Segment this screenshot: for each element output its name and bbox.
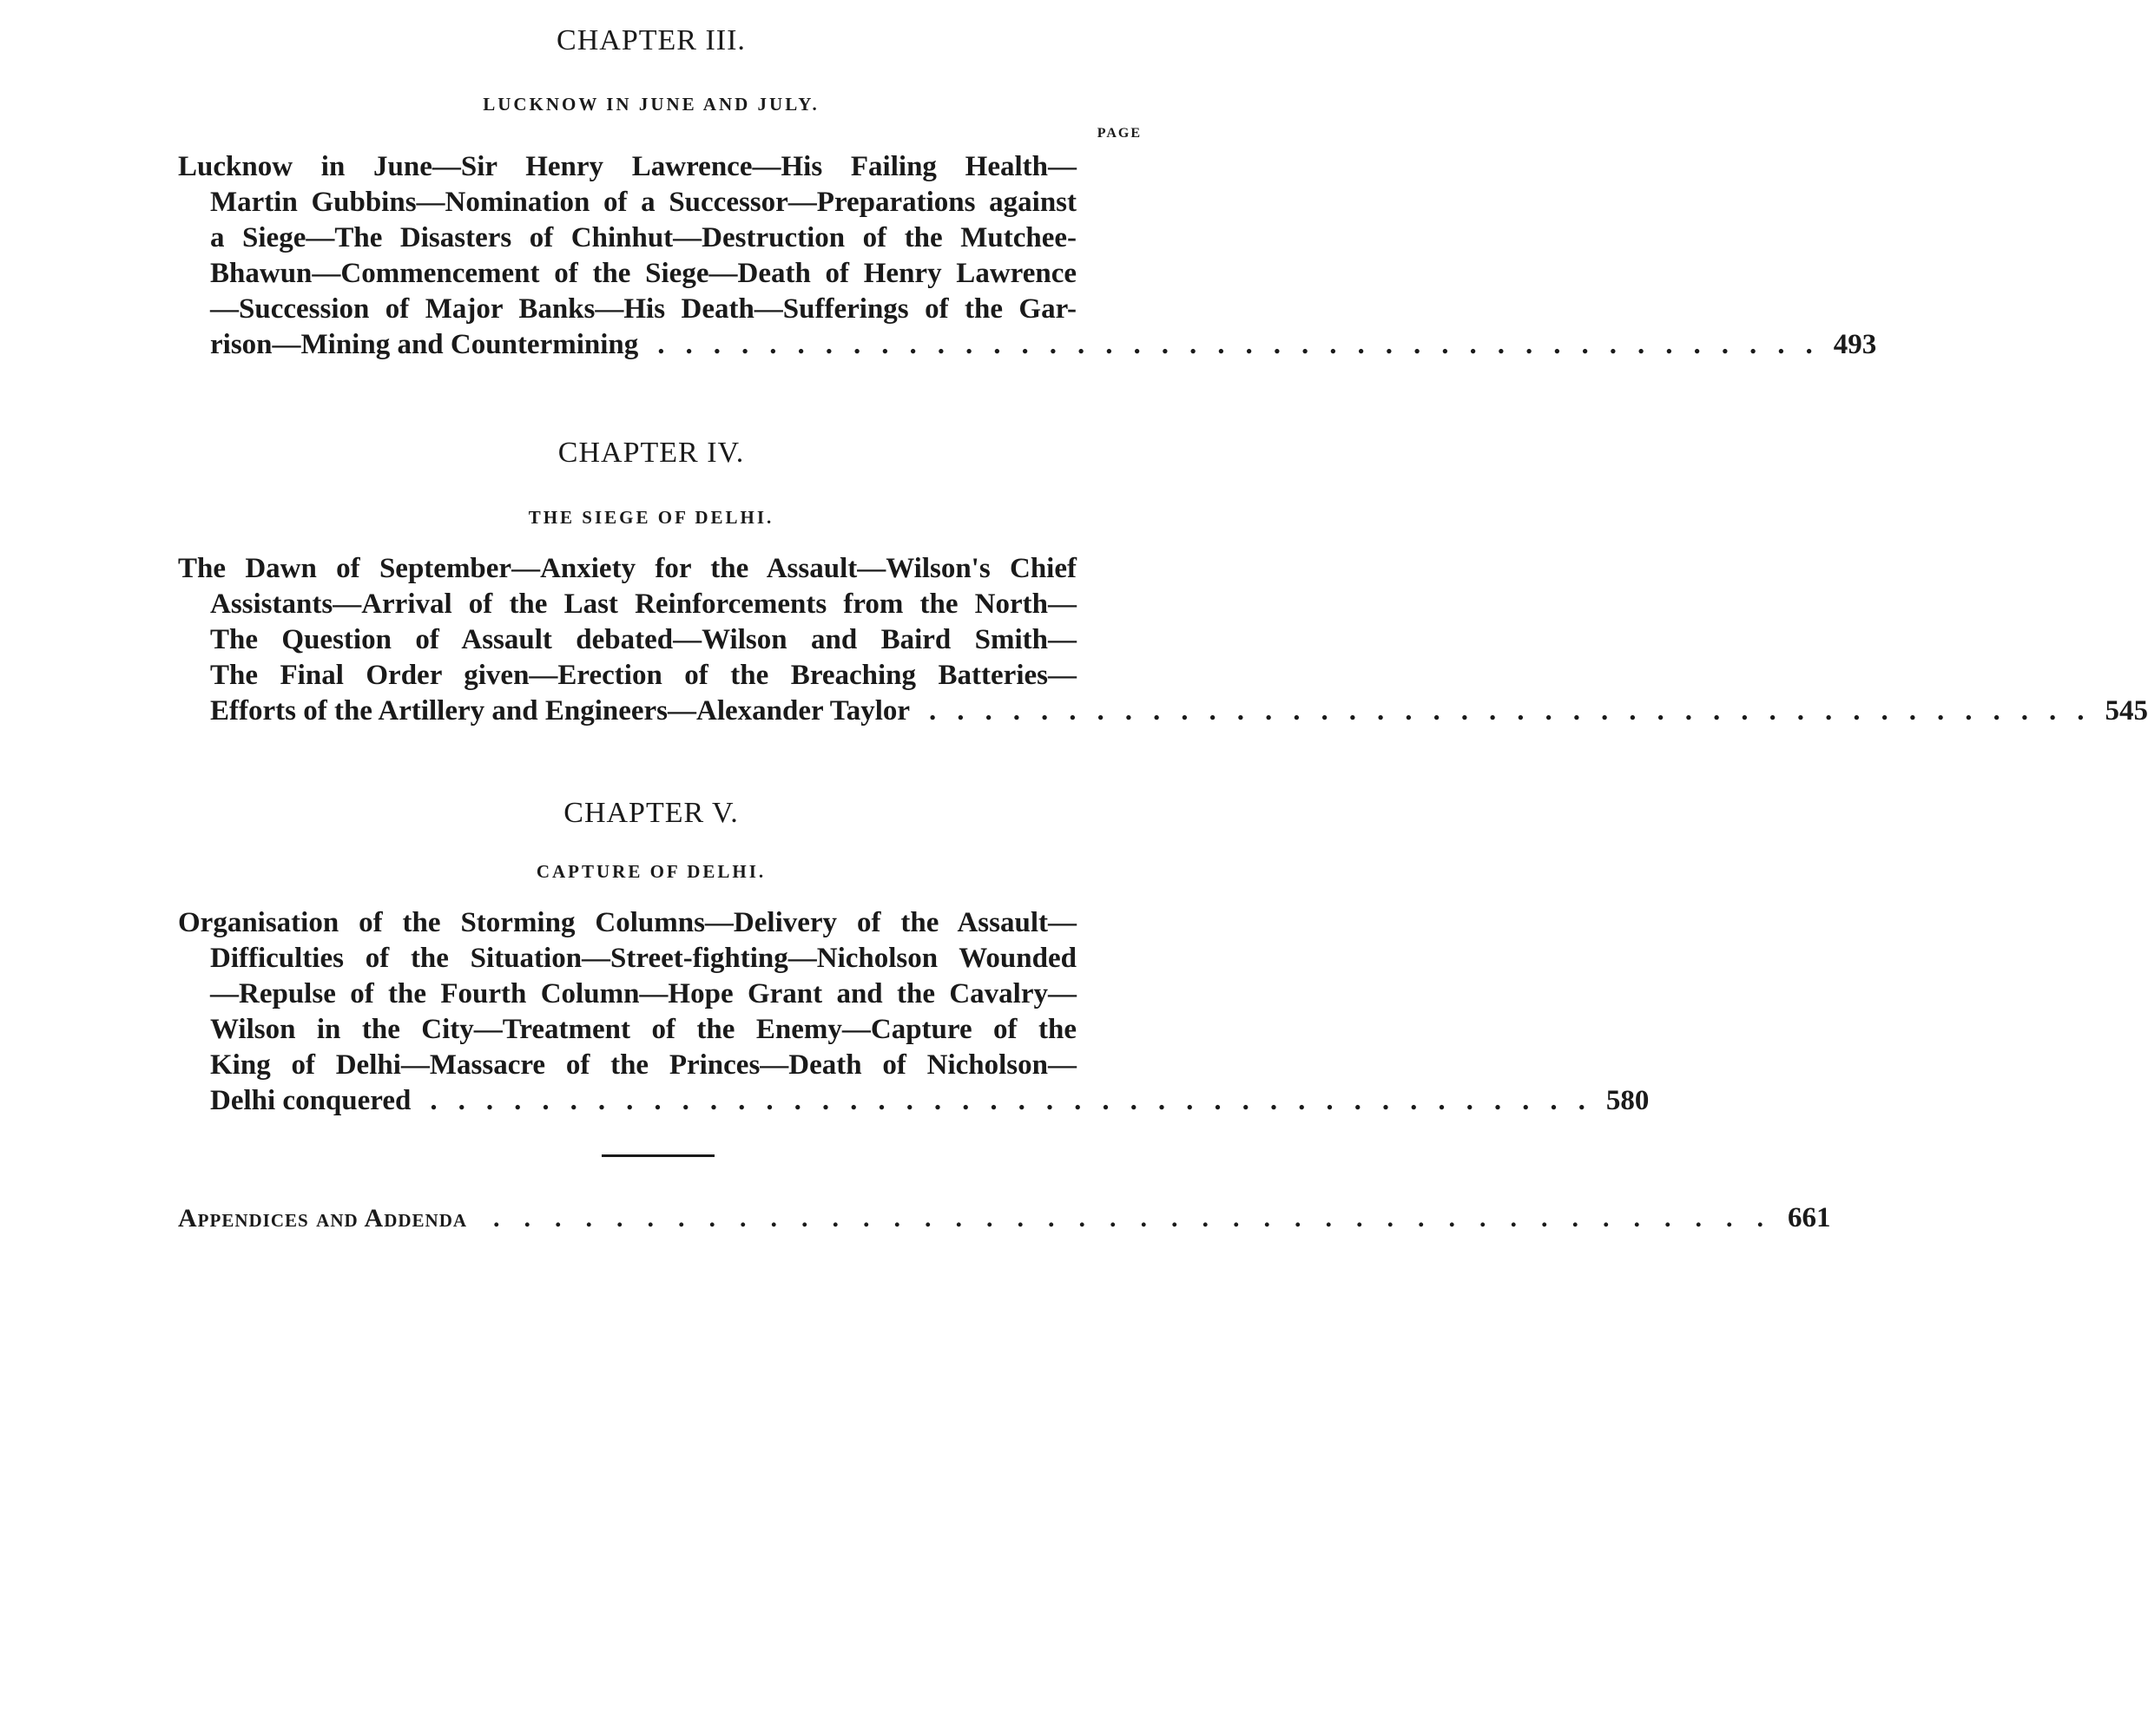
page-column-heading: PAGE <box>1097 126 1142 141</box>
dot-leader: .......................................... <box>493 1204 1789 1233</box>
summary-last-line: rison—Mining and Countermining .......................................... 493 <box>178 327 1142 363</box>
summary-line: Wilson in the City—Treatment of the Enemy—Capture of the <box>210 1014 1077 1045</box>
chapter-4-title: CHAPTER IV. <box>557 437 745 469</box>
chapter-3-subtitle: LUCKNOW IN JUNE AND JULY. <box>483 94 820 115</box>
summary-line: Organisation of the Storming Columns—Delivery of the Assault— <box>178 907 1077 938</box>
appendix-page-number[interactable]: 661 <box>1788 1202 1831 1233</box>
chapter-4-summary <box>178 551 2148 729</box>
summary-line: —Repulse of the Fourth Column—Hope Grant and the Cavalry— <box>210 978 1077 1009</box>
chapter-5-page-number[interactable]: 580 <box>1605 1085 1650 1116</box>
chapter-5-subtitle: CAPTURE OF DELHI. <box>536 861 767 882</box>
chapter-4-subtitle: THE SIEGE OF DELHI. <box>528 507 774 528</box>
summary-line: a Siege—The Disasters of Chinhut—Destruction of the Mutchee- <box>210 222 1077 253</box>
summary-line: —Succession of Major Banks—His Death—Sufferings of the Gar- <box>210 293 1077 325</box>
chapter-4-page-number[interactable]: 545 <box>2105 695 2148 727</box>
appendix-label: Appendices and Addenda <box>178 1204 468 1233</box>
summary-last-line: Efforts of the Artillery and Engineers—Alexander Taylor .......................................... 545 <box>178 694 1142 729</box>
dot-leader: .......................................... <box>430 1085 1606 1116</box>
dot-leader: .......................................... <box>657 329 1834 360</box>
summary-line: Bhawun—Commencement of the Siege—Death of Henry Lawrence <box>210 258 1077 289</box>
chapter-5-title: CHAPTER V. <box>563 797 739 829</box>
summary-line: Lucknow in June—Sir Henry Lawrence—His Failing Health— <box>178 151 1077 182</box>
summary-line: The Question of Assault debated—Wilson and Baird Smith— <box>210 624 1077 655</box>
chapter-3-summary <box>178 149 1877 363</box>
summary-line: Difficulties of the Situation—Street-fighting—Nicholson Wounded <box>210 943 1077 974</box>
chapter-5-summary <box>178 905 1650 1119</box>
summary-line: King of Delhi—Massacre of the Princes—Death of Nicholson— <box>210 1049 1077 1081</box>
summary-last-line: Delhi conquered .......................................... 580 <box>178 1083 1142 1119</box>
summary-line: Martin Gubbins—Nomination of a Successor—Preparations against <box>210 187 1077 218</box>
dot-leader: .......................................... <box>929 695 2105 727</box>
section-divider <box>602 1154 715 1157</box>
summary-line: The Dawn of September—Anxiety for the Assault—Wilson's Chief <box>178 553 1077 584</box>
summary-line: The Final Order given—Erection of the Breaching Batteries— <box>210 660 1077 691</box>
summary-line: Assistants—Arrival of the Last Reinforcements from the North— <box>210 589 1077 620</box>
chapter-3-page-number[interactable]: 493 <box>1833 329 1877 360</box>
chapter-3-title: CHAPTER III. <box>557 24 746 56</box>
appendix-entry[interactable] <box>178 1202 1831 1234</box>
